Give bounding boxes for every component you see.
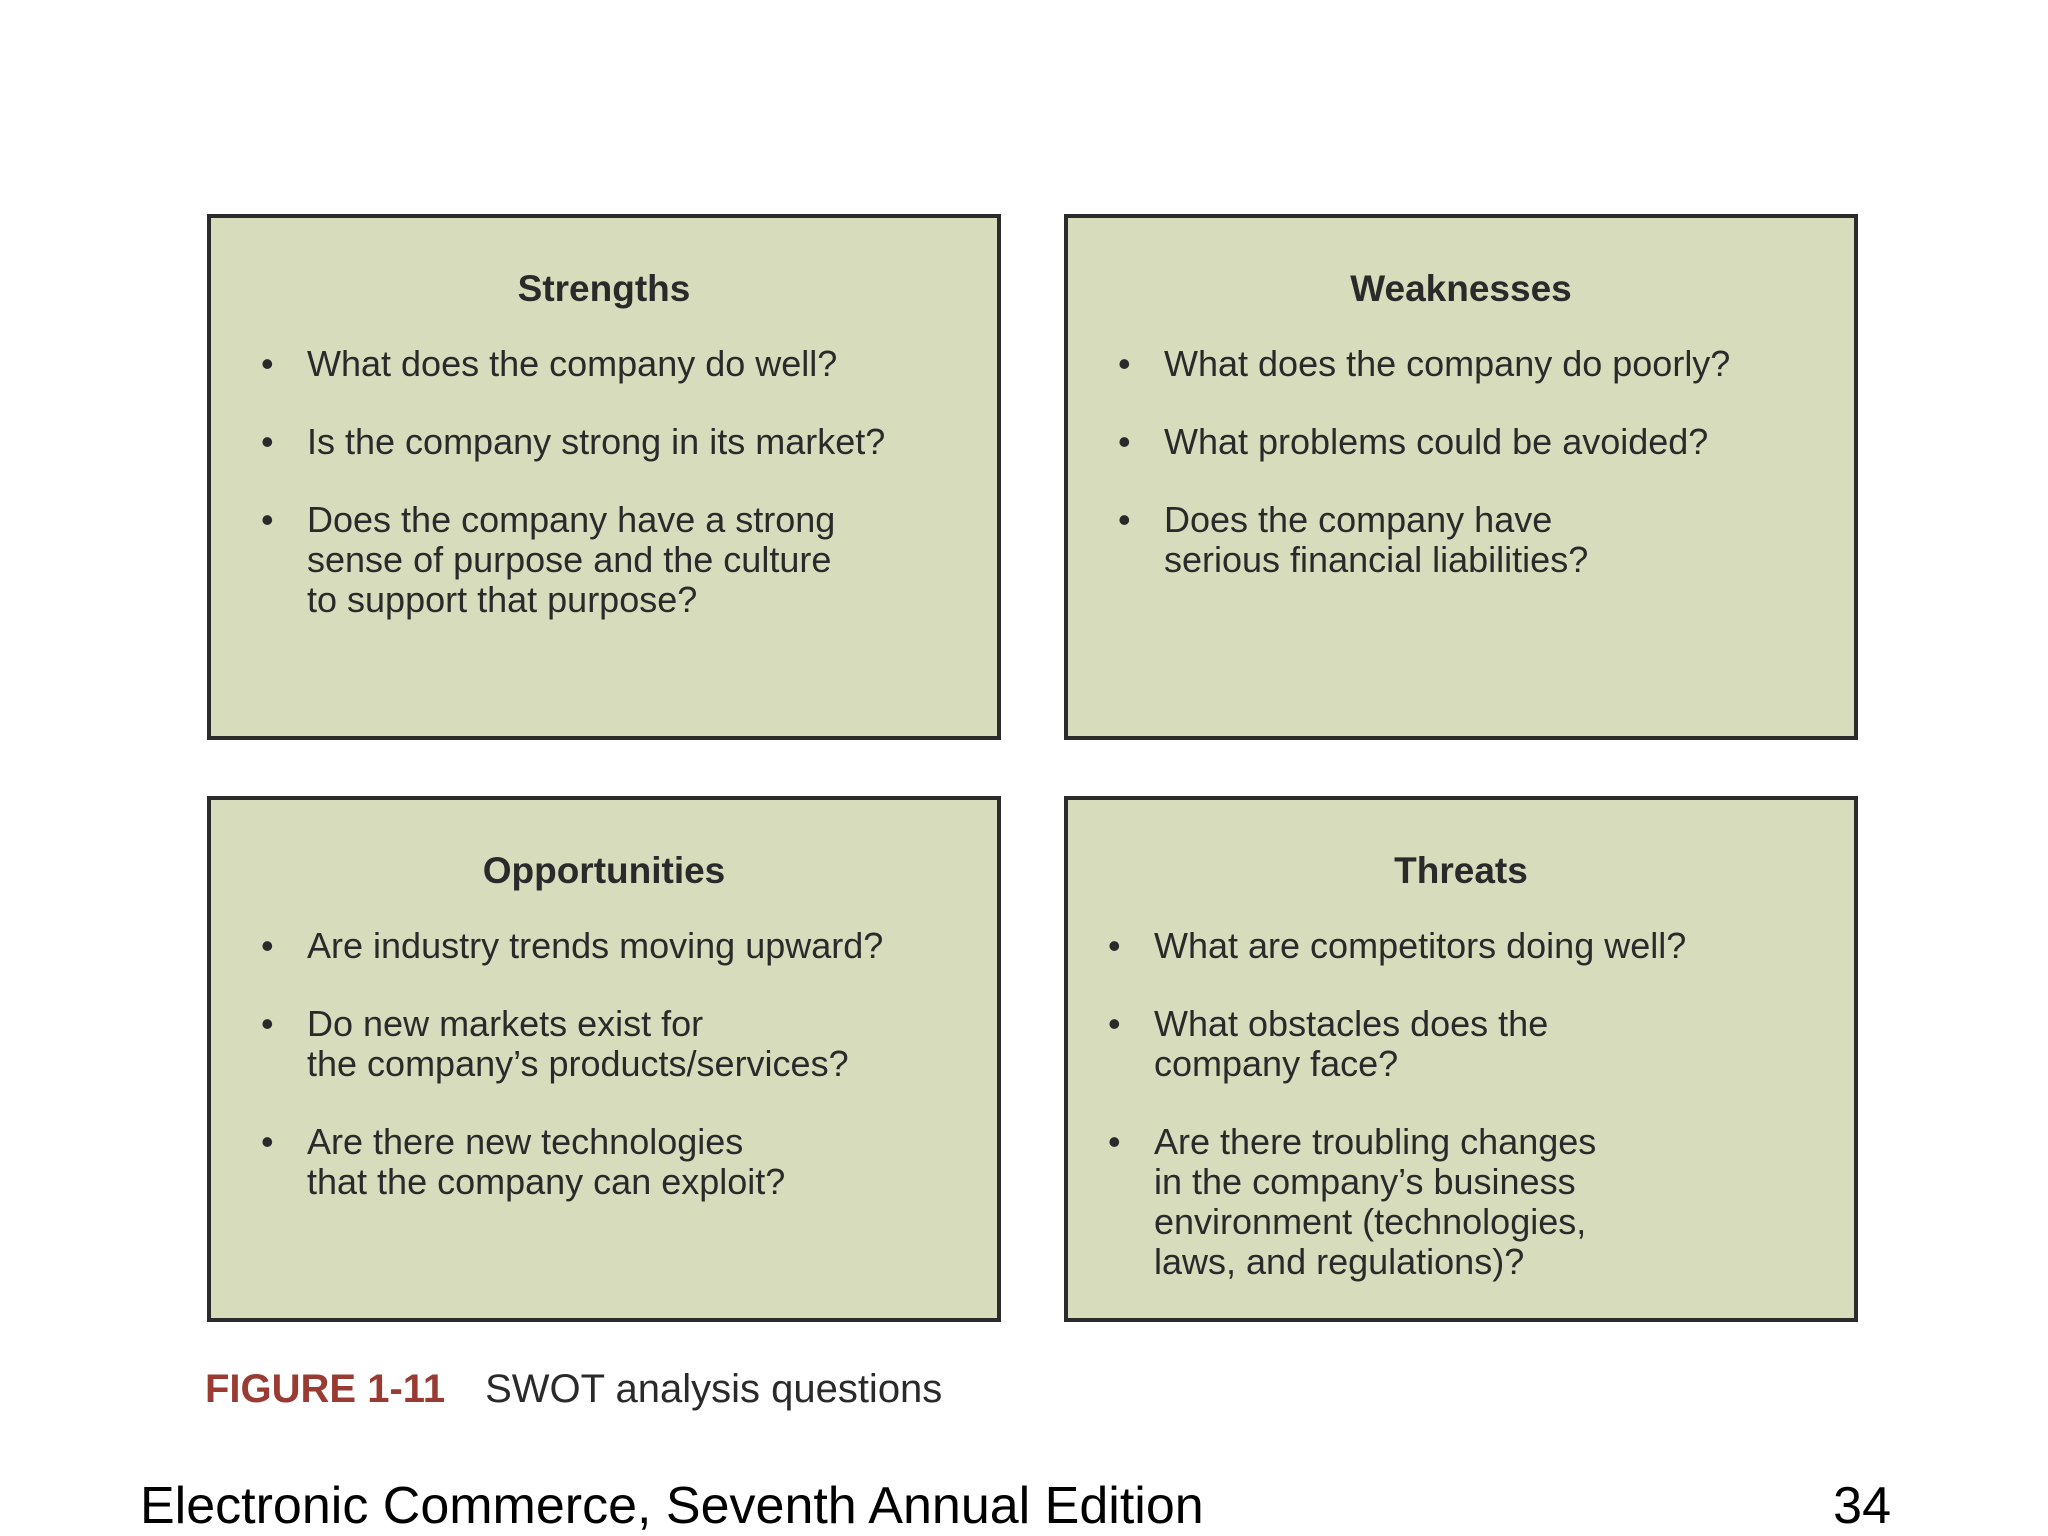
opportunities-list [261, 926, 977, 1240]
bullet-icon: • [1108, 1003, 1121, 1044]
threats-list [1108, 926, 1834, 1320]
figure-caption [205, 1366, 942, 1412]
strengths-box [207, 214, 1001, 740]
list-item [1108, 1004, 1834, 1084]
list-item [261, 500, 977, 620]
list-item-text: What does the company do poorly? [1164, 343, 1731, 384]
threats-title: Threats [1394, 850, 1528, 891]
list-item-text: Do new markets exist for the company’s products/services? [307, 1003, 849, 1084]
list-item-text: Are industry trends moving upward? [307, 925, 884, 966]
list-item [261, 1004, 977, 1084]
list-item [261, 422, 977, 462]
strengths-list [261, 344, 977, 658]
list-item [1108, 1122, 1834, 1282]
bullet-icon: • [1108, 1121, 1121, 1162]
list-item [1108, 926, 1834, 966]
list-item [1118, 422, 1834, 462]
list-item-text: Does the company have a strong sense of purpose and the culture to support that purpose? [307, 499, 836, 620]
bullet-icon: • [261, 925, 274, 966]
bullet-icon: • [261, 421, 274, 462]
bullet-icon: • [261, 1121, 274, 1162]
list-item [1118, 500, 1834, 580]
bullet-icon: • [261, 1003, 274, 1044]
weaknesses-list [1118, 344, 1834, 618]
page-number: 34 [1833, 1477, 1891, 1535]
bullet-icon: • [261, 499, 274, 540]
bullet-icon: • [261, 343, 274, 384]
list-item-text: What problems could be avoided? [1164, 421, 1709, 462]
opportunities-box [207, 796, 1001, 1322]
figure-label: FIGURE 1-11 [205, 1367, 446, 1411]
bullet-icon: • [1118, 343, 1131, 384]
figure-caption-text: SWOT analysis questions [485, 1367, 943, 1411]
list-item [261, 344, 977, 384]
weaknesses-title: Weaknesses [1350, 268, 1572, 309]
list-item-text: What does the company do well? [307, 343, 838, 384]
list-item-text: Is the company strong in its market? [307, 421, 886, 462]
strengths-title: Strengths [517, 268, 691, 309]
list-item-text: Does the company have serious financial liabilities? [1164, 499, 1589, 580]
list-item-text: What are competitors doing well? [1154, 925, 1687, 966]
list-item [1118, 344, 1834, 384]
list-item-text: Are there new technologies that the company can exploit? [307, 1121, 786, 1202]
threats-box [1064, 796, 1858, 1322]
list-item [261, 1122, 977, 1202]
opportunities-title: Opportunities [482, 850, 726, 891]
bullet-icon: • [1118, 499, 1131, 540]
list-item-text: Are there troubling changes in the company’s business environment (technologies, laws, and regulations)? [1154, 1121, 1597, 1282]
list-item-text: What obstacles does the company face? [1154, 1003, 1549, 1084]
list-item [261, 926, 977, 966]
footer-title: Electronic Commerce, Seventh Annual Edition [140, 1477, 1204, 1535]
bullet-icon: • [1108, 925, 1121, 966]
bullet-icon: • [1118, 421, 1131, 462]
weaknesses-box [1064, 214, 1858, 740]
